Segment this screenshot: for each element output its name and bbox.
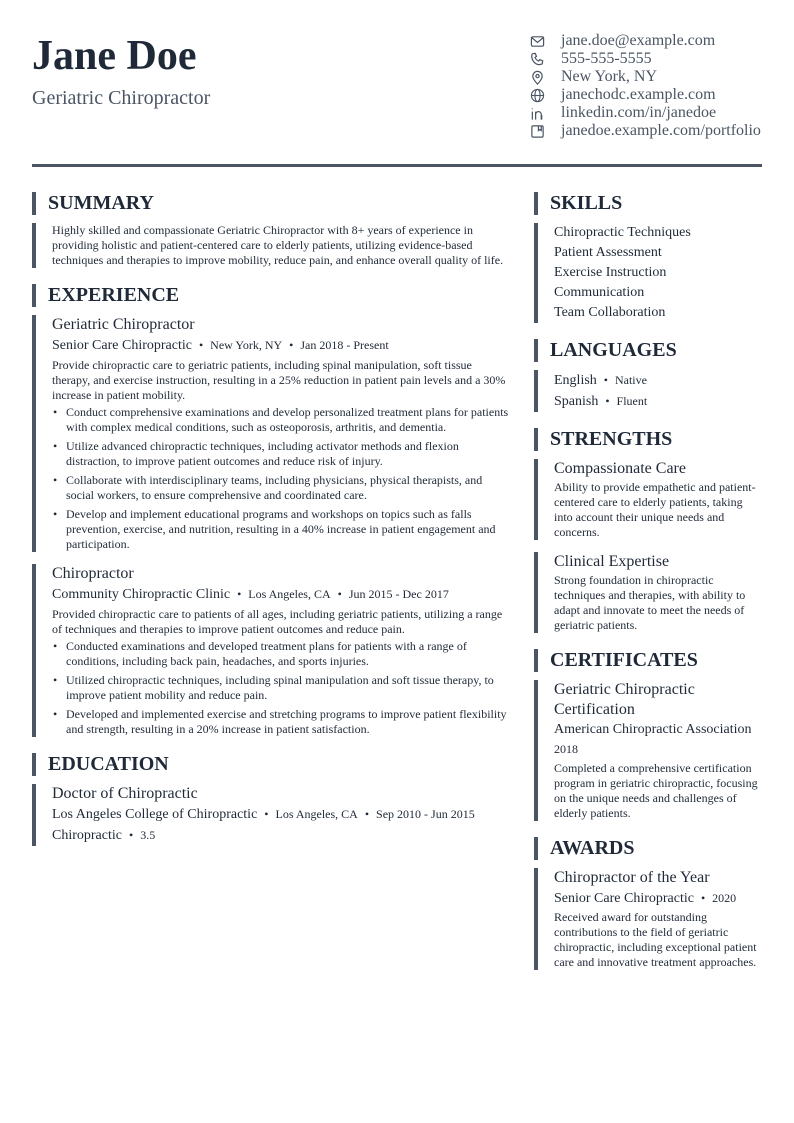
left-column xyxy=(32,192,510,846)
contact-phone-text: 555-555-5555 xyxy=(561,50,652,67)
job-meta xyxy=(52,584,510,605)
job-company: Senior Care Chiropractic xyxy=(52,338,192,353)
location-pin-icon xyxy=(529,69,545,85)
education-location: Los Angeles, CA xyxy=(275,807,358,821)
certificates-heading: CERTIFICATES xyxy=(534,649,762,672)
phone-icon xyxy=(529,51,545,67)
strengths-heading: STRENGTHS xyxy=(534,428,762,451)
job-location: Los Angeles, CA xyxy=(248,587,331,601)
education-field-row xyxy=(52,825,510,846)
strength-text: Ability to provide empathetic and patient-centered care to elderly patients, taking into account their unique needs and concerns. xyxy=(554,480,756,539)
skill-item: Chiropractic Techniques xyxy=(554,225,691,240)
job-dates: Jun 2015 - Dec 2017 xyxy=(348,587,449,601)
separator-dot: • xyxy=(603,373,608,387)
skills-heading: SKILLS xyxy=(534,192,762,215)
job-title: Chiropractor xyxy=(52,565,134,582)
job-bullet: • Developed and implemented exercise and stretching programs to improve patient flexibility and strength, resulting in a 20% increase in patient satisfaction. xyxy=(66,707,510,737)
separator-dot: • xyxy=(237,587,242,601)
summary-text: Highly skilled and compassionate Geriatric Chiropractor with 8+ years of experience in providing holistic and patient-centered care to elderly patients, utilizing evidence-based techniques and therapies to improve mobility, reduce pain, and enhance overall quality of life. xyxy=(52,223,504,267)
resume-page xyxy=(32,0,762,969)
envelope-icon xyxy=(529,33,545,49)
contact-location xyxy=(529,68,761,86)
job-dates: Jan 2018 - Present xyxy=(300,338,389,352)
job-bullet: • Utilize advanced chiropractic techniques, including activator methods and flexion distraction, to improve patient outcomes and reduce risk of injury. xyxy=(66,439,510,469)
languages-heading: LANGUAGES xyxy=(534,339,762,362)
contact-linkedin-text: linkedin.com/in/janedoe xyxy=(561,104,717,121)
job-bullets xyxy=(52,405,510,552)
separator-dot: • xyxy=(337,587,342,601)
language-item xyxy=(554,370,762,391)
award-issuer: Senior Care Chiropractic xyxy=(554,891,694,906)
experience-heading: EXPERIENCE xyxy=(32,284,510,307)
education-dates: Sep 2010 - Jun 2015 xyxy=(376,807,475,821)
contact-portfolio[interactable] xyxy=(529,122,761,140)
education-heading: EDUCATION xyxy=(32,753,510,776)
certificate-issuer: American Chiropractic Association xyxy=(554,722,752,737)
certificate-entry xyxy=(534,680,762,821)
summary-section xyxy=(32,223,510,268)
job-location: New York, NY xyxy=(210,338,283,352)
separator-dot: • xyxy=(198,338,204,352)
job-bullet: • Collaborate with interdisciplinary teams, including physicians, physical therapists, and social workers, to ensure comprehensive and coordinated care. xyxy=(66,473,510,503)
contact-website[interactable] xyxy=(529,86,761,104)
job-description: Provided chiropractic care to patients of all ages, including geriatric patients, utilizing a range of techniques and therapies to improve patient outcomes and reduce pain. xyxy=(52,607,503,636)
candidate-title: Geriatric Chiropractor xyxy=(32,87,211,109)
contact-email[interactable] xyxy=(529,32,761,50)
contact-location-text: New York, NY xyxy=(561,68,658,85)
language-level: Fluent xyxy=(616,394,648,408)
separator-dot: • xyxy=(700,891,706,905)
skill-item: Team Collaboration xyxy=(554,305,666,320)
separator-dot: • xyxy=(264,807,269,821)
contact-website-text: janechodc.example.com xyxy=(561,86,716,103)
award-title: Chiropractor of the Year xyxy=(554,869,710,886)
separator-dot: • xyxy=(364,807,370,821)
language-name: Spanish xyxy=(554,394,599,409)
award-meta xyxy=(554,888,762,909)
job-company: Community Chiropractic Clinic xyxy=(52,587,231,602)
awards-heading: AWARDS xyxy=(534,837,762,860)
certificate-title: Geriatric Chiropractic Certification xyxy=(554,681,695,718)
strength-entry xyxy=(534,552,762,633)
education-field: Chiropractic xyxy=(52,828,122,843)
contact-linkedin[interactable] xyxy=(529,104,761,122)
separator-dot: • xyxy=(605,394,610,408)
skill-item: Patient Assessment xyxy=(554,245,662,260)
skill-item: Communication xyxy=(554,285,645,300)
summary-heading: SUMMARY xyxy=(32,192,510,215)
job-bullet: • Conduct comprehensive examinations and develop personalized treatment plans for patients with complex medical conditions, such as osteoporosis, arthritis, and dementia. xyxy=(66,405,510,435)
job-title: Geriatric Chiropractor xyxy=(52,316,195,333)
strength-entry xyxy=(534,459,762,540)
job-bullet: • Utilized chiropractic techniques, including spinal manipulation and soft tissue therapy, to improve patient mobility and reduce pain. xyxy=(66,673,510,703)
right-column xyxy=(534,192,762,970)
language-name: English xyxy=(554,373,597,388)
skills-list xyxy=(534,223,762,323)
job-entry xyxy=(32,315,510,552)
language-item xyxy=(554,391,762,412)
job-meta xyxy=(52,335,510,356)
globe-icon xyxy=(529,87,545,103)
separator-dot: • xyxy=(289,338,294,352)
candidate-name: Jane Doe xyxy=(32,33,197,79)
contact-list xyxy=(529,32,761,140)
job-bullet: • Conducted examinations and developed treatment plans for patients with a range of conditions, including back pain, headaches, and sports injuries. xyxy=(66,639,510,669)
job-bullet: • Develop and implement educational programs and workshops on topics such as falls prevention, exercise, and nutrition, resulting in a 40% increase in patient engagement and participation. xyxy=(66,507,510,552)
contact-email-text: jane.doe@example.com xyxy=(561,32,716,49)
strength-text: Strong foundation in chiropractic techniques and therapies, with ability to adapt and innovate to meet the needs of geriatric patients. xyxy=(554,573,746,632)
education-meta xyxy=(52,804,510,825)
contact-portfolio-text: janedoe.example.com/portfolio xyxy=(561,122,761,139)
strength-title: Compassionate Care xyxy=(554,460,686,477)
header-divider xyxy=(32,164,762,167)
job-entry xyxy=(32,564,510,737)
resume-header xyxy=(32,0,762,168)
skill-item: Exercise Instruction xyxy=(554,265,667,280)
award-year: 2020 xyxy=(712,891,737,905)
languages-list xyxy=(534,370,762,412)
certificate-text: Completed a comprehensive certification program in geriatric chiropractic, focusing on the unique needs and challenges of elderly patients. xyxy=(554,761,758,820)
strength-title: Clinical Expertise xyxy=(554,553,670,570)
linkedin-icon xyxy=(529,105,545,121)
award-entry xyxy=(534,868,762,970)
contact-phone[interactable] xyxy=(529,50,761,68)
education-gpa: 3.5 xyxy=(140,828,156,842)
language-level: Native xyxy=(614,373,647,387)
job-description: Provide chiropractic care to geriatric patients, including spinal manipulation, soft tissue therapy, and exercise instruction, resulting in a 25% reduction in patient pain levels and a 30% increase in patient mobility. xyxy=(52,358,506,402)
separator-dot: • xyxy=(128,828,134,842)
award-text: Received award for outstanding contributions to the field of geriatric chiropractic, including exceptional patient care and innovative treatment approaches. xyxy=(554,910,757,969)
certificate-year: 2018 xyxy=(554,742,578,756)
education-degree: Doctor of Chiropractic xyxy=(52,785,198,802)
education-entry xyxy=(32,784,510,846)
portfolio-icon xyxy=(529,123,545,139)
job-bullets xyxy=(52,639,510,737)
education-school: Los Angeles College of Chiropractic xyxy=(52,807,258,822)
